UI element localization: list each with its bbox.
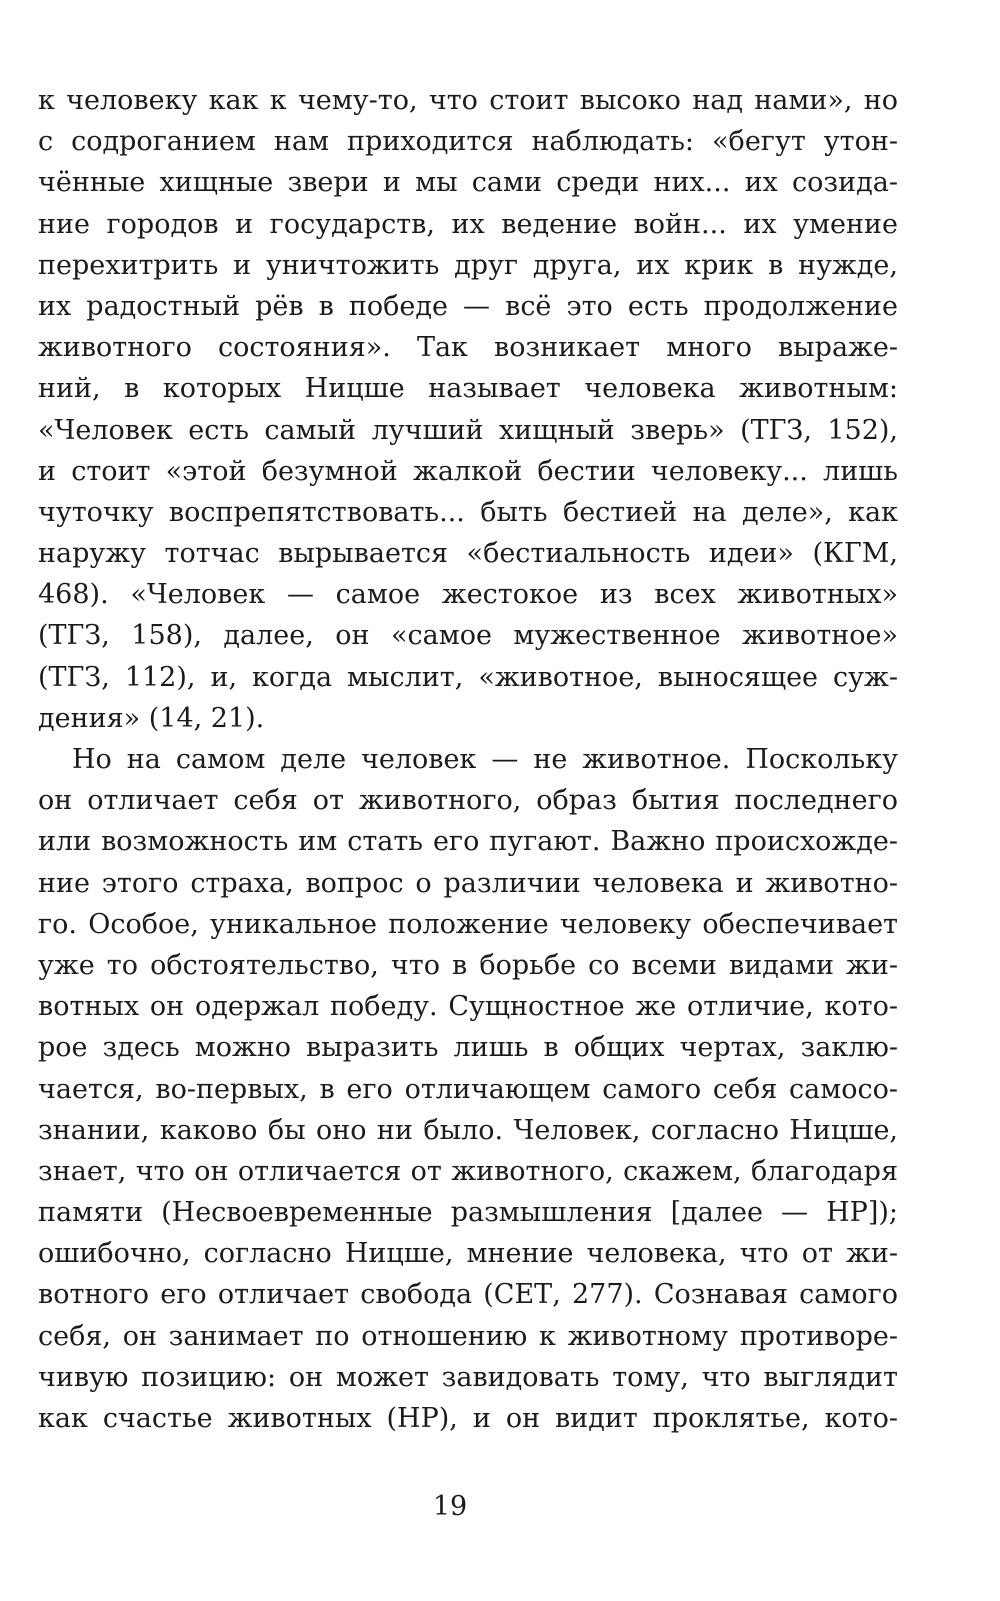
text-line: себя, он занимает по отношению к животному противоре- <box>38 1320 898 1352</box>
text-line: вотных он одержал победу. Сущностное же отличие, кото- <box>38 991 898 1023</box>
text-line: или возможность им стать его пугают. Важно происхожде- <box>38 826 898 858</box>
text-line: с содроганием нам приходится наблюдать: «бегут утон- <box>38 126 898 158</box>
text-line: рое здесь можно выразить лишь в общих чертах, заклю- <box>38 1032 898 1064</box>
text-line: «Человек есть самый лучший хищный зверь» (ТГЗ, 152), <box>38 414 898 446</box>
text-line: к человеку как к чему-то, что стоит высоко над нами», но <box>38 85 898 116</box>
body-text <box>38 80 898 1439</box>
text-line: ошибочно, согласно Ницше, мнение человека, что от жи- <box>38 1238 898 1270</box>
text-line: ние городов и государств, их ведение войн... их умение <box>38 208 898 240</box>
text-line: го. Особое, уникальное положение человеку обеспечивает <box>38 908 898 940</box>
text-line: вотного его отличает свобода (СЕТ, 277). Сознавая самого <box>38 1279 898 1311</box>
page-number: 19 <box>432 1491 468 1522</box>
text-line: (ТГЗ, 158), далее, он «самое мужественное животное» <box>38 620 898 652</box>
text-line: знает, что он отличается от животного, скажем, благодаря <box>38 1155 898 1187</box>
text-line: уже то обстоятельство, что в борьбе со всеми видами жи- <box>38 949 898 981</box>
text-line: чённые хищные звери и мы сами среди них... их созида- <box>38 167 898 199</box>
text-line: ние этого страха, вопрос о различии человека и животно- <box>38 867 898 899</box>
text-line: знании, каково бы оно ни было. Человек, согласно Ницше, <box>38 1114 898 1146</box>
paragraph-2 <box>38 739 898 1439</box>
text-line: дения» (14, 21). <box>38 702 265 734</box>
text-line: ний, в которых Ницше называет человека животным: <box>38 373 898 405</box>
text-line: животного состояния». Так возникает много выраже- <box>38 332 898 364</box>
text-line: как счастье животных (НР), и он видит проклятье, кото- <box>38 1403 898 1434</box>
text-line: (ТГЗ, 112), и, когда мыслит, «животное, выносящее суж- <box>38 661 898 693</box>
text-line: и стоит «этой безумной жалкой бестии человеку... лишь <box>38 455 898 487</box>
paragraph-1 <box>38 80 898 739</box>
text-line: чуточку воспрепятствовать... быть бестией на деле», как <box>38 496 898 528</box>
text-line: наружу тотчас вырывается «бестиальность идеи» (КГМ, <box>38 538 898 570</box>
text-line: чается, во-первых, в его отличающем самого себя самосо- <box>38 1073 898 1105</box>
text-line: их радостный рёв в победе — всё это есть продолжение <box>38 290 898 322</box>
text-line: он отличает себя от животного, образ бытия последнего <box>38 785 898 817</box>
text-line: чивую позицию: он может завидовать тому, что выглядит <box>38 1361 898 1393</box>
text-line: Но на самом деле человек — не животное. Поскольку <box>72 744 898 775</box>
text-line: 468). «Человек — самое жестокое из всех животных» <box>38 579 898 611</box>
text-line: памяти (Несвоевременные размышления [далее — НР]); <box>38 1197 898 1229</box>
text-line: перехитрить и уничтожить друг друга, их крик в нужде, <box>38 249 898 281</box>
